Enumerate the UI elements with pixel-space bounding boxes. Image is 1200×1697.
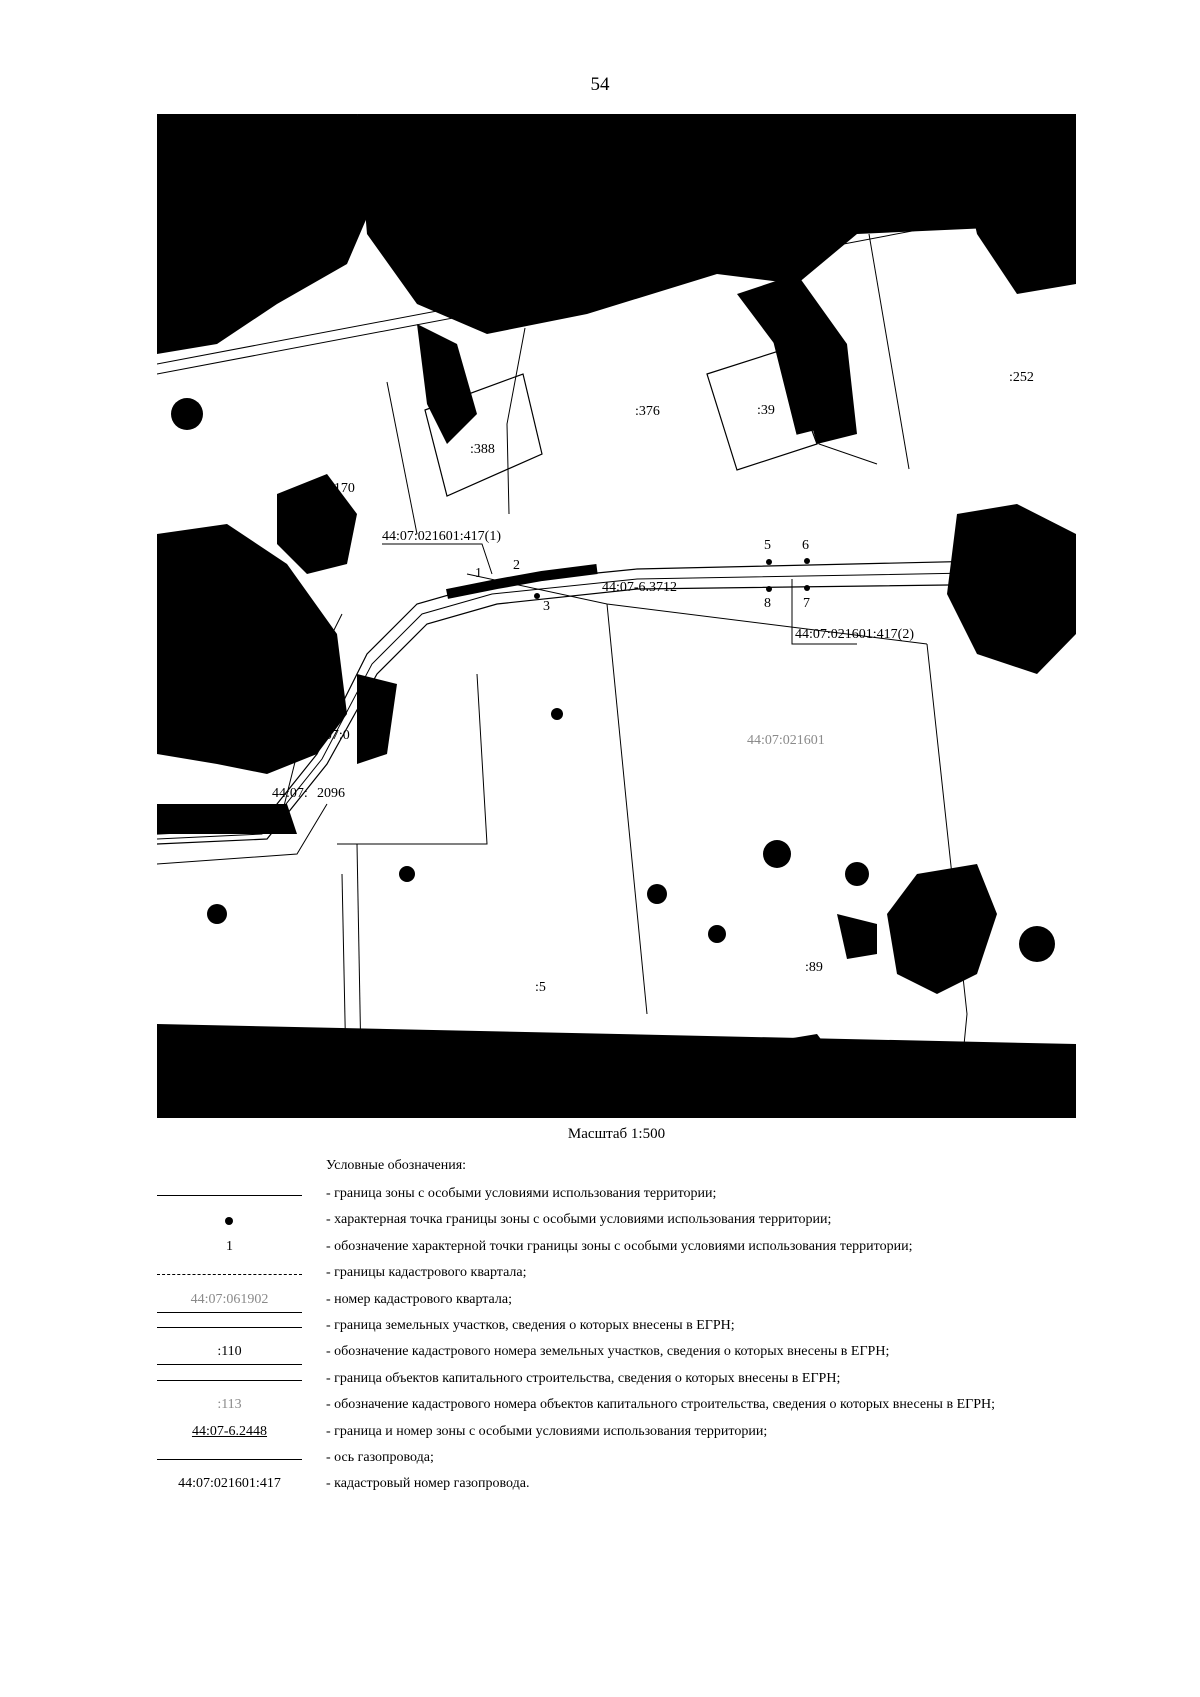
legend-symbol-building-line bbox=[157, 1367, 302, 1393]
point-label-8: 8 bbox=[764, 596, 771, 611]
legend-row-point bbox=[157, 1208, 1087, 1234]
parcel-label-376: :376 bbox=[635, 404, 660, 419]
legend-text: - номер кадастрового квартала; bbox=[326, 1291, 512, 1307]
parcel-label-388: :388 bbox=[470, 442, 495, 457]
legend-row-point-label bbox=[157, 1235, 1087, 1261]
legend-row-zone-boundary bbox=[157, 1182, 1087, 1208]
legend-row-zone-number bbox=[157, 1420, 1087, 1446]
legend-text: - граница зоны с особыми условиями использования территории; bbox=[326, 1186, 717, 1201]
pipeline-part-1-label: 44:07:021601:417(1) bbox=[382, 529, 501, 544]
imagery-blobs bbox=[157, 114, 1076, 1117]
cadastral-map bbox=[157, 114, 1076, 1118]
legend-row-quarter-boundary bbox=[157, 1261, 1087, 1287]
legend-row-quarter-number bbox=[157, 1288, 1087, 1314]
point-label-5: 5 bbox=[764, 538, 771, 553]
point-label-2: 2 bbox=[513, 558, 520, 573]
legend-text: - обозначение кадастрового номера объектов капитального строительства, сведения о которых внесены в ЕГРН; bbox=[326, 1397, 996, 1413]
legend-title: Условные обозначения: bbox=[326, 1158, 467, 1173]
legend-symbol-quarter-number: 44:07:061902 bbox=[157, 1288, 302, 1314]
point-label-7: 7 bbox=[803, 596, 810, 611]
legend-symbol-axis-line bbox=[157, 1446, 302, 1472]
parcel-label-170: :170 bbox=[330, 481, 355, 496]
legend-symbol-building-number: :113 bbox=[217, 1397, 242, 1413]
parcel-label-5: :5 bbox=[535, 980, 546, 995]
left-label-1: 44:07:0 bbox=[307, 728, 350, 743]
legend-text: - обозначение характерной точки границы зоны с особыми условиями использования территории; bbox=[326, 1238, 913, 1254]
zone-label: 44:07-6.3712 bbox=[602, 580, 678, 595]
parcel-label-89: :89 bbox=[805, 960, 823, 975]
legend-row-building-number bbox=[157, 1393, 1087, 1419]
legend-row-pipeline-axis bbox=[157, 1446, 1087, 1472]
legend-symbol-parcel-number: :110 bbox=[157, 1340, 302, 1366]
legend-row-building-boundary bbox=[157, 1367, 1087, 1393]
point-label-6: 6 bbox=[802, 538, 809, 553]
parcel-label-39: :39 bbox=[757, 403, 775, 418]
legend-text: - характерная точка границы зоны с особыми условиями использования территории; bbox=[326, 1212, 832, 1228]
left-label-3: 2096 bbox=[317, 786, 345, 801]
page-number: 54 bbox=[590, 74, 610, 95]
parcel-label-252: :252 bbox=[1009, 370, 1034, 385]
legend-text: - границы кадастрового квартала; bbox=[326, 1265, 527, 1281]
point-label-3: 3 bbox=[543, 599, 550, 614]
legend-row-parcel-boundary bbox=[157, 1314, 1087, 1340]
legend-symbol-parcel-line bbox=[157, 1314, 302, 1340]
legend-symbol-solid-line bbox=[157, 1182, 302, 1208]
map-svg bbox=[157, 114, 1076, 1117]
legend-row-pipeline-number bbox=[157, 1472, 1087, 1498]
legend-text: - ось газопровода; bbox=[326, 1449, 434, 1465]
map-scale: Масштаб 1:500 bbox=[567, 1126, 666, 1142]
legend-row-parcel-number bbox=[157, 1340, 1087, 1366]
point-label-1: 1 bbox=[475, 566, 482, 581]
pipeline-part-2-label: 44:07:021601:417(2) bbox=[795, 627, 914, 642]
left-label-2: 44:07: bbox=[272, 786, 308, 801]
quarter-label: 44:07:021601 bbox=[747, 733, 825, 748]
legend bbox=[157, 1182, 1087, 1499]
legend-symbol-number: 1 bbox=[226, 1238, 233, 1254]
legend-symbol-dashed-line bbox=[157, 1261, 302, 1287]
legend-text: - кадастровый номер газопровода. bbox=[326, 1476, 530, 1492]
north-label: С bbox=[197, 123, 207, 138]
legend-symbol-pipeline-number: 44:07:021601:417 bbox=[178, 1476, 281, 1492]
legend-text: - граница и номер зоны с особыми условиями использования территории; bbox=[326, 1423, 768, 1439]
legend-symbol-zone-number: 44:07-6.2448 bbox=[191, 1423, 268, 1439]
legend-text: - обозначение кадастрового номера земельных участков, сведения о которых внесены в ЕГРН; bbox=[326, 1344, 890, 1360]
legend-text: - граница объектов капитального строительства, сведения о которых внесены в ЕГРН; bbox=[326, 1370, 841, 1386]
legend-symbol-dot bbox=[157, 1208, 302, 1234]
legend-text: - граница земельных участков, сведения о которых внесены в ЕГРН; bbox=[326, 1317, 735, 1333]
